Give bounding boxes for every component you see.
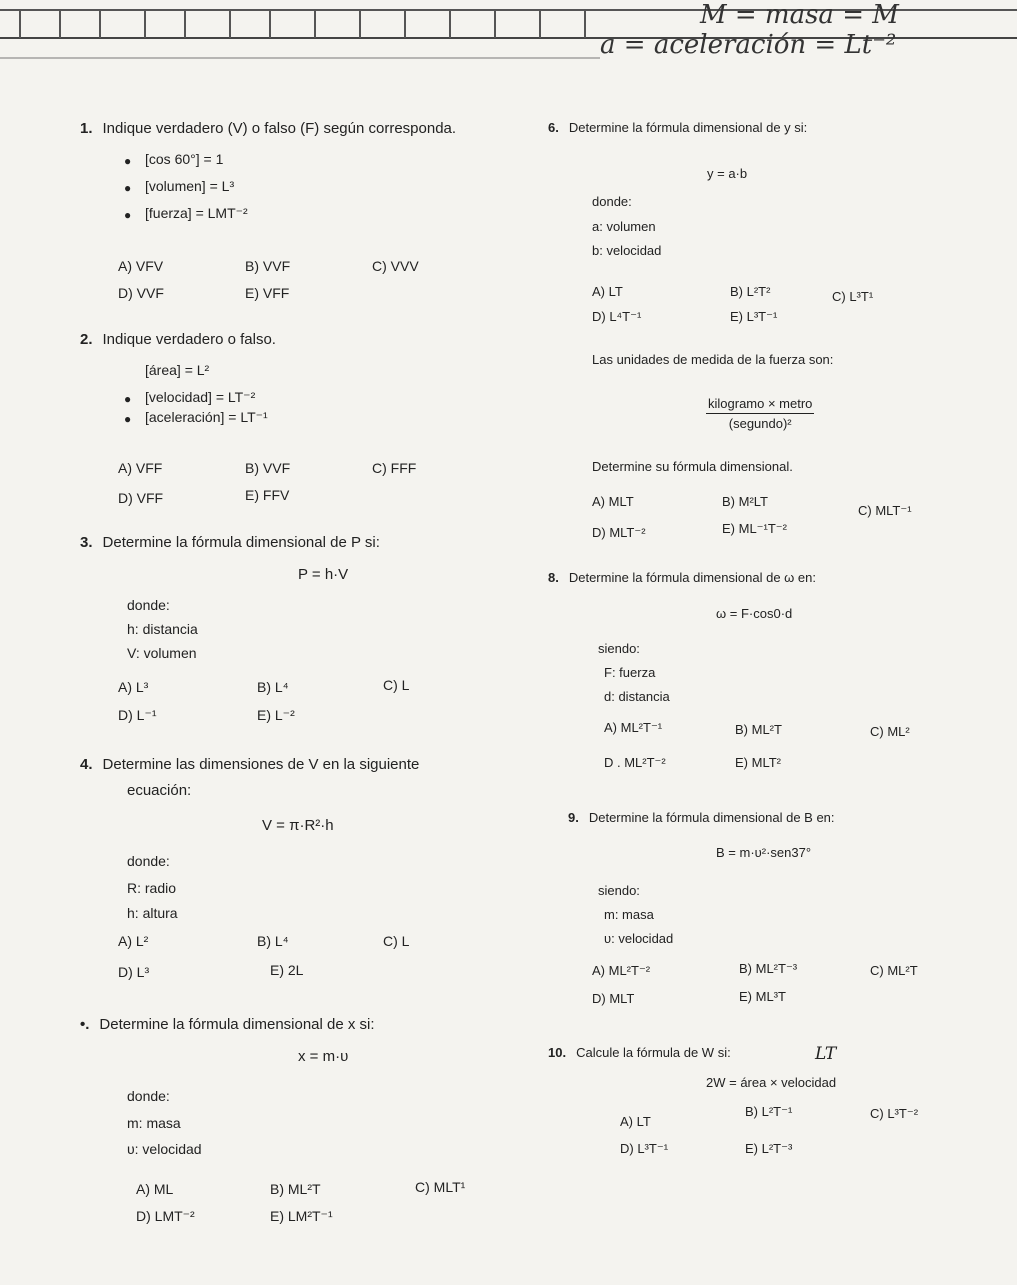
- q2-item-2: [velocidad] = LT⁻²: [145, 389, 256, 405]
- q9-option-a[interactable]: A) ML²T⁻²: [592, 963, 651, 978]
- q5-donde: donde:: [127, 1088, 170, 1104]
- q3-def-2: V: volumen: [127, 645, 197, 661]
- q1-bullet-1: ●: [124, 154, 132, 168]
- q7-option-b[interactable]: B) M²LT: [722, 494, 768, 509]
- q4-option-b[interactable]: B) L⁴: [257, 933, 289, 949]
- q5-number: •.: [80, 1016, 90, 1033]
- q8-siendo: siendo:: [598, 641, 640, 656]
- q2-option-c[interactable]: C) FFF: [372, 460, 417, 476]
- q7-option-d[interactable]: D) MLT⁻²: [592, 525, 646, 540]
- q4-text-line2: ecuación:: [127, 782, 192, 799]
- q6-option-e[interactable]: E) L³T⁻¹: [730, 309, 778, 324]
- q2-item-3: [aceleración] = LT⁻¹: [145, 409, 268, 425]
- q10-option-e[interactable]: E) L²T⁻³: [745, 1141, 793, 1156]
- q5-option-c[interactable]: C) MLT¹: [415, 1179, 466, 1195]
- q3-option-d[interactable]: D) L⁻¹: [118, 707, 157, 723]
- q8-def-1: F: fuerza: [604, 665, 656, 680]
- q9-option-c[interactable]: C) ML²T: [870, 963, 918, 978]
- q9-option-e[interactable]: E) ML³T: [739, 989, 786, 1004]
- q1-number: 1.: [80, 120, 93, 137]
- q1-option-d[interactable]: D) VVF: [118, 285, 164, 301]
- q6-def-1: a: volumen: [592, 219, 656, 234]
- q6-text: Determine la fórmula dimensional de y si:: [568, 120, 808, 135]
- q9-number: 9.: [568, 810, 579, 825]
- q3-number: 3.: [80, 534, 93, 551]
- q8-option-c[interactable]: C) ML²: [870, 724, 910, 739]
- q8-number: 8.: [548, 570, 559, 585]
- q1-text: Indique verdadero (V) o falso (F) según corresponda.: [102, 120, 457, 137]
- q9-text: Determine la fórmula dimensional de B en:: [588, 810, 835, 825]
- handwritten-note-acceleration: a = aceleración = Lt⁻²: [600, 30, 897, 60]
- q3-formula: P = h·V: [298, 566, 349, 583]
- q1-option-a[interactable]: A) VFV: [118, 258, 164, 274]
- q9-option-d[interactable]: D) MLT: [592, 991, 635, 1006]
- q4-statement: [80, 756, 419, 773]
- q2-option-e[interactable]: E) FFV: [245, 487, 290, 503]
- q3-def-1: h: distancia: [127, 621, 198, 637]
- q5-option-d[interactable]: D) LMT⁻²: [136, 1208, 195, 1224]
- q6-formula: y = a·b: [707, 166, 748, 181]
- q1-item-1: [cos 60°] = 1: [145, 151, 224, 167]
- q5-option-a[interactable]: A) ML: [136, 1181, 174, 1197]
- q10-option-b[interactable]: B) L²T⁻¹: [745, 1104, 793, 1119]
- q1-bullet-2: ●: [124, 181, 132, 195]
- q1-item-2: [volumen] = L³: [145, 178, 235, 194]
- q3-option-b[interactable]: B) L⁴: [257, 679, 289, 695]
- q10-formula: 2W = área × velocidad: [706, 1075, 837, 1090]
- q5-def-2: υ: velocidad: [127, 1141, 202, 1157]
- q2-option-b[interactable]: B) VVF: [245, 460, 291, 476]
- q4-option-e[interactable]: E) 2L: [270, 962, 304, 978]
- q6-option-a[interactable]: A) LT: [592, 284, 623, 299]
- q9-def-2: υ: velocidad: [604, 931, 674, 946]
- q4-option-d[interactable]: D) L³: [118, 964, 150, 980]
- q5-def-1: m: masa: [127, 1115, 181, 1131]
- q9-formula: B = m·υ²·sen37°: [716, 845, 812, 860]
- q9-option-b[interactable]: B) ML²T⁻³: [739, 961, 798, 976]
- q7-fraction-numerator: kilogramo × metro: [706, 396, 814, 414]
- q2-statement: [80, 331, 276, 348]
- q4-text: Determine las dimensiones de V en la siguiente: [102, 756, 420, 773]
- q5-option-e[interactable]: E) LM²T⁻¹: [270, 1208, 333, 1224]
- q6-option-c[interactable]: C) L³T¹: [832, 289, 874, 304]
- q4-number: 4.: [80, 756, 93, 773]
- q8-statement: [548, 570, 816, 585]
- q6-number: 6.: [548, 120, 559, 135]
- q1-statement: [80, 120, 456, 137]
- q4-option-c[interactable]: C) L: [383, 933, 410, 949]
- q3-statement: [80, 534, 380, 551]
- q3-option-c[interactable]: C) L: [383, 677, 410, 693]
- q4-donde: donde:: [127, 853, 170, 869]
- q5-formula: x = m·υ: [298, 1048, 349, 1065]
- q2-bullet-3: ●: [124, 412, 132, 426]
- q3-option-e[interactable]: E) L⁻²: [257, 707, 295, 723]
- q10-option-a[interactable]: A) LT: [620, 1114, 651, 1129]
- q1-item-3: [fuerza] = LMT⁻²: [145, 205, 248, 221]
- q7-statement: Las unidades de medida de la fuerza son:: [592, 352, 834, 367]
- q4-def-1: R: radio: [127, 880, 177, 896]
- q2-number: 2.: [80, 331, 93, 348]
- q3-donde: donde:: [127, 597, 170, 613]
- q8-option-e[interactable]: E) MLT²: [735, 755, 781, 770]
- q4-option-a[interactable]: A) L²: [118, 933, 149, 949]
- q6-option-b[interactable]: B) L²T²: [730, 284, 771, 299]
- q10-number: 10.: [548, 1045, 567, 1060]
- q9-siendo: siendo:: [598, 883, 640, 898]
- q5-statement: [80, 1016, 375, 1033]
- q8-option-b[interactable]: B) ML²T: [735, 722, 782, 737]
- q3-option-a[interactable]: A) L³: [118, 679, 149, 695]
- q1-option-c[interactable]: C) VVV: [372, 258, 419, 274]
- q1-bullet-3: ●: [124, 208, 132, 222]
- q5-option-b[interactable]: B) ML²T: [270, 1181, 321, 1197]
- q2-bullet-2: ●: [124, 392, 132, 406]
- q2-option-a[interactable]: A) VFF: [118, 460, 163, 476]
- q7-statement-2: Determine su fórmula dimensional.: [592, 459, 793, 474]
- q8-formula: ω = F·cos0·d: [716, 606, 793, 621]
- q10-text: Calcule la fórmula de W si:: [576, 1045, 731, 1060]
- q2-text: Indique verdadero o falso.: [102, 331, 276, 348]
- q10-option-c[interactable]: C) L³T⁻²: [870, 1106, 919, 1121]
- q8-text: Determine la fórmula dimensional de ω en:: [568, 570, 817, 585]
- q10-statement: [548, 1045, 731, 1060]
- q1-option-e[interactable]: E) VFF: [245, 285, 290, 301]
- q2-option-d[interactable]: D) VFF: [118, 490, 164, 506]
- q8-option-a[interactable]: A) ML²T⁻¹: [604, 720, 663, 735]
- q7-unit-fraction: [706, 396, 814, 431]
- q3-text: Determine la fórmula dimensional de P si:: [102, 534, 380, 551]
- handwritten-note-mass: M = masa = M: [700, 0, 899, 30]
- q7-option-e[interactable]: E) ML⁻¹T⁻²: [722, 521, 787, 536]
- q5-text: Determine la fórmula dimensional de x si:: [99, 1016, 375, 1033]
- q9-statement: [568, 810, 835, 825]
- q7-option-a[interactable]: A) MLT: [592, 494, 634, 509]
- q8-def-2: d: distancia: [604, 689, 670, 704]
- q10-option-d[interactable]: D) L³T⁻¹: [620, 1141, 669, 1156]
- q6-donde: donde:: [592, 194, 632, 209]
- q7-fraction-denominator: (segundo)²: [728, 416, 792, 431]
- q2-item-1: [área] = L²: [145, 362, 210, 378]
- q6-def-2: b: velocidad: [592, 243, 662, 258]
- q1-option-b[interactable]: B) VVF: [245, 258, 291, 274]
- q9-def-1: m: masa: [604, 907, 654, 922]
- q6-option-d[interactable]: D) L⁴T⁻¹: [592, 309, 642, 324]
- q4-def-2: h: altura: [127, 905, 178, 921]
- q8-option-d[interactable]: D . ML²T⁻²: [604, 755, 666, 770]
- q6-statement: [548, 120, 807, 135]
- q7-option-c[interactable]: C) MLT⁻¹: [858, 503, 912, 518]
- q10-handwritten-answer: LT: [815, 1044, 837, 1064]
- q4-formula: V = π·R²·h: [262, 817, 334, 834]
